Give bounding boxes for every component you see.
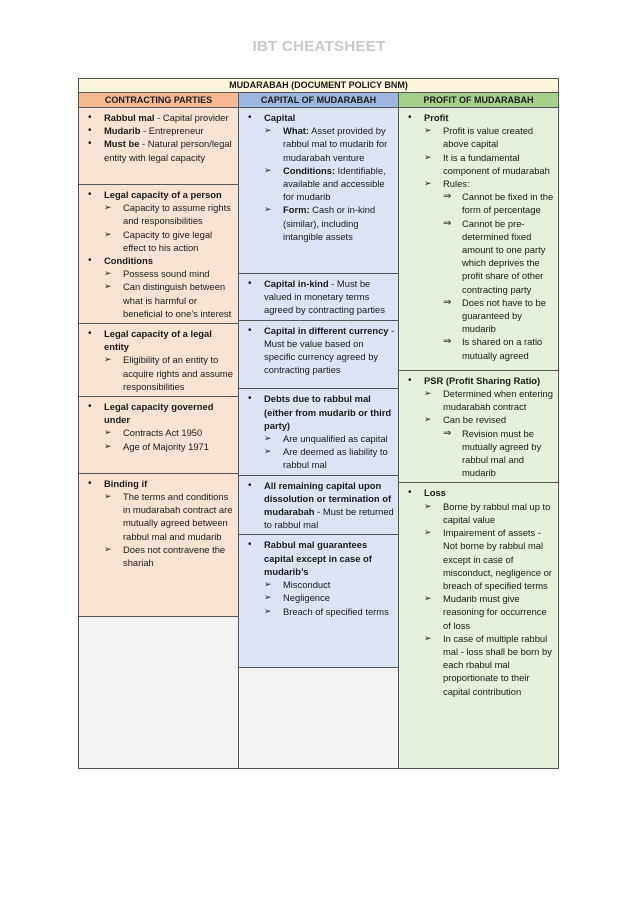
sub-item: ➢ Mudarib must give reasoning for occurrence of loss bbox=[424, 592, 555, 632]
parties-section-binding bbox=[79, 474, 238, 572]
column-header-profit: PROFIT OF MUDARABAH bbox=[399, 93, 558, 107]
sub-item: ➢ Conditions: Identifiable, available and accessible for mudarib bbox=[264, 164, 395, 204]
parties-section-legal-capacity-person bbox=[79, 185, 238, 324]
document-title: IBT CHEATSHEET bbox=[252, 38, 386, 55]
sub-item: ➢ Capacity to give legal effect to his action bbox=[104, 228, 235, 254]
sub-item: ➢ Breach of specified terms bbox=[264, 605, 395, 618]
sub-item: ➢ What: Asset provided by rabbul mal to mudarib for mudarabah venture bbox=[264, 124, 395, 164]
capital-column bbox=[239, 108, 399, 768]
list-item: • Legal capacity of a person ➢ Capacity to assume rights and responsibilities ➢ Capacity to give legal effect to his action bbox=[79, 188, 235, 254]
list-item: • All remaining capital upon dissolution or termination of mudarabah - Must be returned to rabbul mal bbox=[239, 479, 395, 532]
rule-item: ⇒ Is shared on a ratio mutually agreed bbox=[443, 335, 555, 361]
contracting-parties-column bbox=[79, 108, 239, 768]
parties-section-legal-entity bbox=[79, 324, 238, 397]
capital-section-capital bbox=[239, 108, 398, 274]
capital-section-in-kind bbox=[239, 274, 398, 321]
parties-section-governed-under bbox=[79, 397, 238, 474]
sub-item: ➢ Impairement of assets - Not borne by rabbul mal except in case of misconduct, negligence or breach of specified terms bbox=[424, 526, 555, 592]
capital-section-currency bbox=[239, 321, 398, 390]
sub-item: ➢ Contracts Act 1950 bbox=[104, 426, 235, 439]
profit-section-loss bbox=[399, 483, 558, 700]
capital-section-debts bbox=[239, 389, 398, 475]
sub-item: ➢ Can distinguish between what is harmful or beneficial to one’s interest bbox=[104, 280, 235, 320]
list-item: • Debts due to rabbul mal (either from mudarib or third party) ➢ Are unqualified as capital ➢ Are deemed as liability to rabbul mal bbox=[239, 392, 395, 471]
sub-item: ➢ Misconduct bbox=[264, 578, 395, 591]
sub-item: ➢ Borne by rabbul mal up to capital value bbox=[424, 500, 555, 526]
list-item: • Conditions ➢ Possess sound mind ➢ Can distinguish between what is harmful or beneficial to one’s interest bbox=[79, 254, 235, 320]
sub-item: ➢ Determined when entering mudarabah contract bbox=[424, 387, 555, 413]
sub-item: ➢ Rules: ⇒ Cannot be fixed in the form of percentage ⇒ Cannot be pre-determined fixed amount to one party which deprives the profit share of other contracting party ⇒ Does not have to be guaranteed by mudarib ⇒ Is shared on a ratio mutually agreed bbox=[424, 177, 555, 362]
list-item: • Capital ➢ What: Asset provided by rabbul mal to mudarib for mudarabah venture ➢ Conditions: Identifiable, available and accessible for mudarib ➢ Form: Cash or in-kind (similar), including intangible assets bbox=[239, 111, 395, 243]
sub-item: ➢ Are unqualified as capital bbox=[264, 432, 395, 445]
list-item: • PSR (Profit Sharing Ratio) ➢ Determined when entering mudarabah contract ➢ Can be revised ⇒ Revision must be mutually agreed by rabbul mal and mudarib bbox=[399, 374, 555, 480]
mudarabah-table bbox=[78, 78, 559, 769]
profit-column bbox=[399, 108, 558, 768]
profit-section-profit bbox=[399, 108, 558, 371]
column-headers bbox=[79, 93, 558, 108]
rule-item: ⇒ Cannot be pre-determined fixed amount to one party which deprives the profit share of other contracting party bbox=[443, 217, 555, 296]
list-item: • Profit ➢ Profit is value created above capital ➢ It is a fundamental component of mudarabah ➢ Rules: ⇒ Cannot be fixed in the form of percentage ⇒ Cannot be pre-determined fixed amount to one party which deprives the profit share of other contracting party ⇒ Does not have to be guaranteed by mudarib ⇒ Is shared on a ratio mutually agreed bbox=[399, 111, 555, 362]
capital-section-remaining bbox=[239, 476, 398, 536]
sub-item: ➢ Capacity to assume rights and responsibilities bbox=[104, 201, 235, 227]
capital-section-guarantee bbox=[239, 535, 398, 620]
list-item: • Binding if ➢ The terms and conditions in mudarabah contract are mutually agreed between rabbul mal and mudarib ➢ Does not contravene the shariah bbox=[79, 477, 235, 569]
list-item: • Mudarib - Entrepreneur bbox=[79, 124, 235, 137]
empty-cell bbox=[79, 616, 238, 768]
rule-item: ⇒ Does not have to be guaranteed by mudarib bbox=[443, 296, 555, 336]
sub-item: ➢ Can be revised ⇒ Revision must be mutually agreed by rabbul mal and mudarib bbox=[424, 413, 555, 479]
sub-item: ➢ Eligibility of an entity to acquire rights and assume responsibilities bbox=[104, 353, 235, 393]
list-item: • Capital in different currency - Must be value based on specific currency agreed by contracting parties bbox=[239, 324, 395, 377]
sub-item: ➢ Possess sound mind bbox=[104, 267, 235, 280]
list-item: • Rabbul mal - Capital provider bbox=[79, 111, 235, 124]
list-item: • Legal capacity governed under ➢ Contracts Act 1950 ➢ Age of Majority 1971 bbox=[79, 400, 235, 453]
sub-item: ➢ The terms and conditions in mudarabah contract are mutually agreed between rabbul mal and mudarib bbox=[104, 490, 235, 543]
sub-item: ➢ In case of multiple rabbul mal - loss shall be born by each rbabul mal proportionate to their capital contribution bbox=[424, 632, 555, 698]
table-main-heading: MUDARABAH (DOCUMENT POLICY BNM) bbox=[79, 79, 558, 93]
parties-section-definitions bbox=[79, 108, 238, 185]
sub-item: ➢ Negligence bbox=[264, 591, 395, 604]
list-item: • Legal capacity of a legal entity ➢ Eligibility of an entity to acquire rights and assume responsibilities bbox=[79, 327, 235, 393]
sub-item: ➢ Profit is value created above capital bbox=[424, 124, 555, 150]
profit-section-psr bbox=[399, 371, 558, 484]
sub-item: ➢ Form: Cash or in-kind (similar), including intangible assets bbox=[264, 203, 395, 243]
list-item: • Capital in-kind - Must be valued in monetary terms agreed by contracting parties bbox=[239, 277, 395, 317]
list-item: • Must be - Natural person/legal entity with legal capacity bbox=[79, 137, 235, 163]
rule-item: ⇒ Cannot be fixed in the form of percentage bbox=[443, 190, 555, 216]
sub-item: ➢ Are deemed as liability to rabbul mal bbox=[264, 445, 395, 471]
list-item: • Rabbul mal guarantees capital except in case of mudarib’s ➢ Misconduct ➢ Negligence ➢ Breach of specified terms bbox=[239, 538, 395, 617]
sub-item: ➢ It is a fundamental component of mudarabah bbox=[424, 151, 555, 177]
sub-item: ➢ Age of Majority 1971 bbox=[104, 440, 235, 453]
sub-item: ➢ Does not contravene the shariah bbox=[104, 543, 235, 569]
column-header-capital: CAPITAL OF MUDARABAH bbox=[239, 93, 399, 107]
rule-item: ⇒ Revision must be mutually agreed by rabbul mal and mudarib bbox=[443, 427, 555, 480]
list-item: • Loss ➢ Borne by rabbul mal up to capital value ➢ Impairement of assets - Not borne by rabbul mal except in case of misconduct, negligence or breach of specified terms ➢ Mudarib must give reasoning for occurrence of loss ➢ In case of multiple rabbul mal - loss shall be born by each rbabul mal proportionate to their capital contribution bbox=[399, 486, 555, 697]
empty-cell bbox=[239, 667, 398, 768]
column-header-contracting-parties: CONTRACTING PARTIES bbox=[79, 93, 239, 107]
